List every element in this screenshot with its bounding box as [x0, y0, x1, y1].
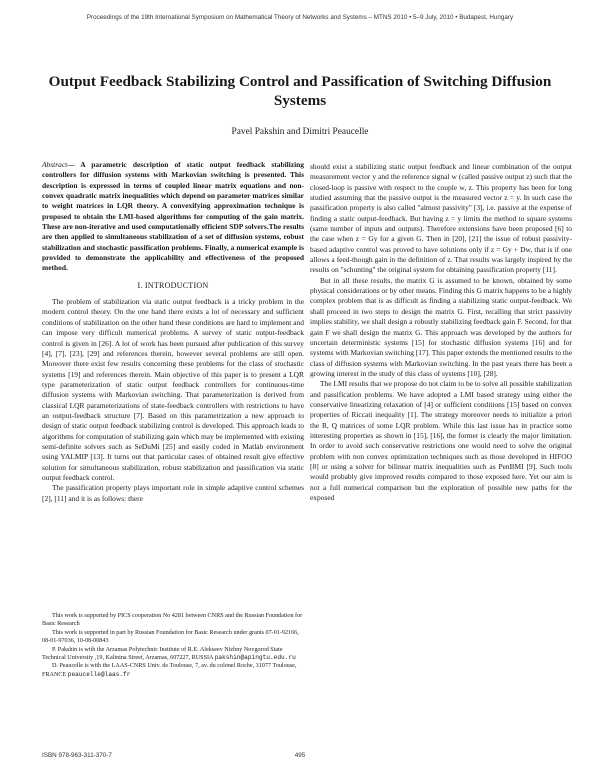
proceedings-header: Proceedings of the 19th International Symposium on Mathematical Theory of Networks and Systems – MTNS 2010 • 5–9 July, 2010 • Budapest, Hungary: [86, 14, 514, 21]
isbn: ISBN 978-963-311-370-7: [42, 752, 112, 759]
footnote-author-pakshin: P. Pakshin is with the Arzamas Polytechnic Institute of R.E. Alekseev Nizhny Novgorod State Technical University ,19, Kalinina Street, Arzamas, 607227, RUSSIA pakshin@apingtu.edu.ru: [42, 646, 296, 662]
email-pakshin[interactable]: pakshin@apingtu.edu.ru: [214, 654, 296, 662]
footnote-funding-cnrs: This work is supported by PICS cooperation No 4281 between CNRS and the Russian Foundation for Basic Research: [42, 613, 303, 628]
intro-paragraph-2: The passification property plays important role in simple adaptive control schemes [2], [11] and it is as follows: there: [42, 483, 304, 503]
paper-title: Output Feedback Stabilizing Control and Passification of Switching Diffusion Systems: [48, 73, 552, 109]
abstract-label: Abstract: [42, 160, 68, 169]
footnote-author-peaucelle: D. Peaucelle is with the LAAS-CNRS Univ. de Toulouse, 7, av. du colonel Roche, 31077 Toulouse, FRANCE peaucelle@laas.fr: [42, 663, 297, 678]
authors: Pavel Pakshin and Dimitri Peaucelle: [231, 127, 369, 137]
left-column: [42, 160, 304, 504]
right-paragraph-1: should exist a stabilizing static output feedback and linear combination of the output measurement vector y and the reference signal w (called passive output z) such that the closed-loop is passive with respect to the couple w, z. This property has been for long studied assuming that the passive output is the measured vector z = y. In such case the passification property is also called "almost passivity" [3], i.e. passive at the expense of finding a static output-feedback. But having z = y limits the method to square systems (same number of inputs and outputs). Therefore extensions have been proposed [6] to the case when z = Gy for a given G. Then in [20], [21] the issue of robust passivity-based adaptive control was proved to have solutions only if z = Gy + Dw, that is if one allows a feed-though gain in the definition of z. That results was largely inspired by the results on "schunting" the original system for obtaining passification property [11].: [310, 162, 572, 275]
page-number: 495: [294, 752, 306, 759]
abstract: [42, 160, 304, 274]
abstract-text: — A parametric description of static output feedback stabilizing controllers for diffusion systems with Markovian switching is presented. This description is expressed in terms of coupled linear matrix equations and non-convex quadratic matrix inequalities which depend on parameter matrices similar to weight matrices in LQR theory. A convexifying approximation technique is proposed to obtain the LMI-based algorithms for computing of the gain matrix. These are non-iterative and used computationally efficient SDP solvers.The results are then applied to simultaneous stabilization of a set of diffusion systems, robust stabilization and stochastic passification problems. Finally, a numerical example is provided to demonstrate the applicability and effectiveness of the proposed method.: [42, 160, 304, 273]
right-paragraph-3: The LMI results that we propose do not claim to be to solve all possible stabilization and passification problems. We have adopted a LMI based strategy using either the conservative linearizing relaxation of [4] or sufficient conditions [15] based on convex properties of Riccati inequality [1]. The strategy moreover needs to initialize a priori the R, Q matrices of some LQR problem. While this last issue has in practice some interesting properties as shown in [15], [16], the former is clearly the major limitation. In order to avoid such conservative restrictions one would need to solve the original problem with non convex optimization techniques such as those developed in HIFOO [8] or using a solver for bilinear matrix inequalities such as PenBMI [9]. Such tools would probably give improved results compared to those exposed here. Yet our aim is not a full numerical comparison but the exploration of possible new paths for the exposed: [310, 379, 572, 502]
footnote-funding-rfbr: This work is supported in part by Russian Foundation for Basic Research under grants 07-01-92166, 08-01-97036, 10-08-00843: [42, 629, 299, 645]
right-paragraph-2: But in all these results, the matrix G is assumed to be known, obtained by some physical considerations or by other means. Finding this G matrix happens to be a highly complex problem that is as difficult as finding a stabilizing static output-feedback. We shall proceed in two steps to design the matrix G. First, recalling that strict passivity implies stability, we shall design a robustly stabilizing feedback gain F. Second, for that gain F we shall design the matrix G. This approach was developed by the authors for uncertain deterministic systems [15] for stochastic diffusion systems [16] and for systems with Markovian switching [17]. This paper extends the mentioned results to the class of diffusion systems with Markovian switching. In the past years there has been a growing interest in the study of this class of systems [10], [28].: [310, 275, 572, 378]
email-peaucelle[interactable]: peaucelle@laas.fr: [67, 670, 131, 678]
right-column: [310, 162, 572, 503]
section-heading-introduction: I. INTRODUCTION: [137, 280, 209, 290]
intro-paragraph-1: The problem of stabilization via static output feedback is a tricky problem in the modern control theory. On the one hand there exists a lot of necessary and sufficient conditions of stabilization on the other hand these conditions are hard to implement and can impose very difficult numerical problems. A survey of static output-feedback control is given in [26]. A lot of work has been pursued after publication of this survey [4], [7], [23], [29] and references therein, however several problems are still open. Moreover there exist few results concerning these problems for the class of stochastic systems [19] and references therein. Main objective of this paper is to present a LQR type parameterization of static output feedback controllers for continuous-time diffusion systems with Markovian switching. That parameterization is derived from classical LQR parameterizations of state-feedback controllers with restrictions to have an output-feedback structure [7]. Based on this parametrization a new approach to design of static output feedback stabilizing control is developed. This approach leads to algorithms for computation of stabilizing gain which may be implemented with existing semi-definite solvers such as SeDuMi [25] and easily coded in Matlab environment using YALMIP [13]. It turns out that particular cases of obtained result give effective solution for simultaneous stabilization, robust stabilization and passification via static output feedback control.: [42, 297, 304, 482]
footnotes: [42, 612, 304, 679]
